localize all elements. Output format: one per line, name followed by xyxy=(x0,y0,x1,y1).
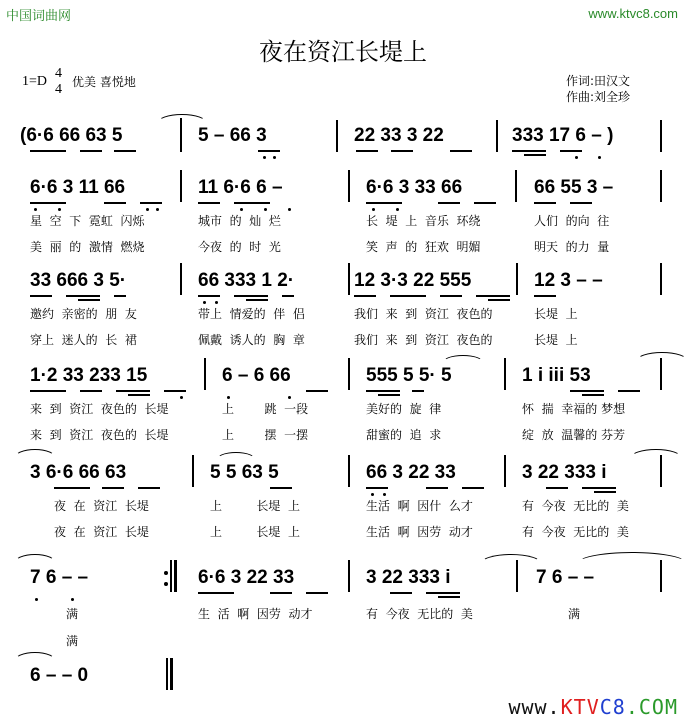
underline-beam xyxy=(366,390,400,392)
lyric-verse-2: 佩戴 诱人的 胸 章 xyxy=(198,333,305,347)
lyric-verse-1: 有 今夜 无比的 美 xyxy=(366,607,473,621)
lyricist: 作词:田汉文 xyxy=(566,74,631,88)
barline xyxy=(504,455,506,487)
underline-beam xyxy=(462,487,484,489)
underline-beam xyxy=(198,592,234,594)
repeat-dot xyxy=(164,571,168,575)
lyric-verse-1: 我们 来 到 资江 夜色的 xyxy=(354,307,493,321)
underline-beam xyxy=(438,596,460,598)
low-octave-dot xyxy=(35,598,38,601)
underline-beam xyxy=(512,150,546,152)
underline-beam xyxy=(114,150,136,152)
lyric-verse-2: 甜蜜的 追 求 xyxy=(366,428,442,442)
measure: 7 6 – – xyxy=(536,567,595,588)
tie-slur xyxy=(636,352,686,370)
underline-beam xyxy=(560,150,582,152)
underline-beam xyxy=(366,202,402,204)
low-octave-dot xyxy=(396,208,399,211)
underline-beam xyxy=(164,390,186,392)
measure: 7 6 – – xyxy=(30,567,89,588)
underline-beam xyxy=(246,299,268,301)
barline xyxy=(348,455,350,487)
underline-beam xyxy=(426,592,460,594)
underline-beam xyxy=(104,202,126,204)
barline xyxy=(348,358,350,390)
lyric-verse-2: 穿上 迷人的 长 裙 xyxy=(30,333,137,347)
barline xyxy=(504,358,506,390)
low-octave-dot xyxy=(180,396,183,399)
low-octave-dot xyxy=(575,156,578,159)
repeat-barline xyxy=(170,560,172,592)
measure: (6·6 66 63 5 xyxy=(20,125,123,146)
key-time-tempo xyxy=(22,66,136,97)
underline-beam xyxy=(258,150,280,152)
underline-beam xyxy=(30,295,52,297)
underline-beam xyxy=(534,295,556,297)
underline-beam xyxy=(234,202,270,204)
barline xyxy=(192,455,194,487)
tie-slur xyxy=(480,554,542,574)
underline-beam xyxy=(306,390,328,392)
low-octave-dot xyxy=(71,598,74,601)
underline-beam xyxy=(390,295,426,297)
lyric-verse-1: 生 活 啊 因劳 动才 xyxy=(198,607,313,621)
lyric-verse-2: 明天 的力 量 xyxy=(534,240,610,254)
lyric-verse-2: 来 到 资江 夜色的 长堤 xyxy=(30,428,169,442)
repeat-barline-thick xyxy=(174,560,177,592)
lyric-verse-1: 怀 揣 幸福的 梦想 xyxy=(522,402,626,416)
underline-beam xyxy=(438,202,460,204)
final-barline xyxy=(166,658,168,690)
logo-ktv: KTV xyxy=(560,695,600,719)
lyric-verse-2: 我们 来 到 资江 夜色的 xyxy=(354,333,493,347)
measure: 6·6 3 11 66 xyxy=(30,177,126,198)
measure: 6 – – 0 xyxy=(30,665,89,686)
measure: 12 3·3 22 555 xyxy=(354,270,472,291)
low-octave-dot xyxy=(240,208,243,211)
measure: 5 5 63 5 xyxy=(210,462,279,483)
tie-slur xyxy=(442,355,484,371)
measure: 333 17 6 – ) xyxy=(512,125,614,146)
measure: 555 5 5· 5 xyxy=(366,365,452,386)
lyric-verse-1: 满 xyxy=(568,607,581,621)
low-octave-dot xyxy=(146,208,149,211)
underline-beam xyxy=(534,202,556,204)
measure: 1 i iii 53 xyxy=(522,365,591,386)
measure: 12 3 – – xyxy=(534,270,603,291)
measure: 66 55 3 – xyxy=(534,177,614,198)
barline xyxy=(660,263,662,295)
barline xyxy=(348,560,350,592)
barline xyxy=(496,120,498,152)
underline-beam xyxy=(450,150,472,152)
barline xyxy=(660,170,662,202)
low-octave-dot xyxy=(372,208,375,211)
underline-beam xyxy=(78,299,100,301)
lyric-verse-2: 美 丽 的 激情 燃烧 xyxy=(30,240,145,254)
low-octave-dot xyxy=(227,396,230,399)
underline-beam xyxy=(66,295,100,297)
underline-beam xyxy=(270,592,292,594)
lyric-verse-2: 有 今夜 无比的 美 xyxy=(522,525,629,539)
lyric-verse-2: 上 长堤 上 xyxy=(210,525,300,539)
underline-beam xyxy=(618,390,640,392)
tie-slur xyxy=(576,552,686,576)
lyric-verse-1: 带上 情爱的 伴 侣 xyxy=(198,307,305,321)
low-octave-dot xyxy=(264,208,267,211)
tie-slur xyxy=(157,114,207,132)
underline-beam xyxy=(116,390,150,392)
underline-beam xyxy=(426,487,448,489)
underline-beam xyxy=(412,390,424,392)
lyric-verse-2: 夜 在 资江 长堤 xyxy=(54,525,149,539)
barline xyxy=(516,263,518,295)
measure: 33 666 3 5· xyxy=(30,270,127,291)
lyric-verse-1: 星 空 下 霓虹 闪烁 xyxy=(30,214,145,228)
low-octave-dot xyxy=(203,301,206,304)
underline-beam xyxy=(234,295,268,297)
lyric-verse-1: 长 堤 上 音乐 环绕 xyxy=(366,214,481,228)
measure: 6·6 3 33 66 xyxy=(366,177,463,198)
site-logo[interactable] xyxy=(508,695,678,719)
lyric-verse-2: 满 xyxy=(66,634,79,648)
lyric-verse-1: 长堤 上 xyxy=(534,307,578,321)
logo-c8: C8 xyxy=(599,695,626,719)
low-octave-dot xyxy=(383,493,386,496)
underline-beam xyxy=(198,295,220,297)
barline xyxy=(515,170,517,202)
tempo-marking: 优美 喜悦地 xyxy=(72,75,136,89)
lyric-verse-2: 上 摆 一摆 xyxy=(222,428,309,442)
underline-beam xyxy=(594,491,616,493)
underline-beam xyxy=(80,150,102,152)
underline-beam xyxy=(366,487,388,489)
barline xyxy=(660,120,662,152)
low-octave-dot xyxy=(156,208,159,211)
measure: 6 – 6 66 xyxy=(222,365,291,386)
key-signature: 1=D xyxy=(22,73,48,89)
lyric-verse-1: 邀约 亲密的 朋 友 xyxy=(30,307,137,321)
barline xyxy=(180,263,182,295)
low-octave-dot xyxy=(273,156,276,159)
underline-beam xyxy=(138,487,160,489)
lyric-verse-1: 上 长堤 上 xyxy=(210,499,300,513)
underline-beam xyxy=(30,150,66,152)
logo-com: .COM xyxy=(625,695,678,719)
underline-beam xyxy=(390,592,412,594)
underline-beam xyxy=(488,299,510,301)
measure: 22 33 3 22 xyxy=(354,125,444,146)
low-octave-dot xyxy=(288,208,291,211)
site-name: 中国词曲网 xyxy=(6,9,72,24)
tie-slur xyxy=(216,452,256,468)
lyric-verse-2: 长堤 上 xyxy=(534,333,578,347)
lyric-verse-1: 上 跳 一段 xyxy=(222,402,309,416)
low-octave-dot xyxy=(34,208,37,211)
low-octave-dot xyxy=(371,493,374,496)
logo-www: www. xyxy=(508,695,561,719)
time-signature: $\frac{4}{4}$ xyxy=(55,66,63,97)
measure: 3 6·6 66 63 xyxy=(30,462,127,483)
lyric-verse-1: 人们 的向 往 xyxy=(534,214,610,228)
measure: 66 333 1 2· xyxy=(198,270,295,291)
underline-beam xyxy=(546,487,568,489)
underline-beam xyxy=(524,154,546,156)
underline-beam xyxy=(198,202,220,204)
barline xyxy=(348,263,350,295)
low-octave-dot xyxy=(263,156,266,159)
measure: 11 6·6 6 – xyxy=(198,177,283,198)
lyric-verse-1: 来 到 资江 夜色的 长堤 xyxy=(30,402,169,416)
composer: 作曲:刘全珍 xyxy=(566,90,631,104)
underline-beam xyxy=(570,202,592,204)
low-octave-dot xyxy=(598,156,601,159)
underline-beam xyxy=(54,487,90,489)
measure: 1·2 33 233 15 xyxy=(30,365,148,386)
measure: 5 – 66 3 xyxy=(198,125,267,146)
underline-beam xyxy=(102,487,124,489)
measure: 66 3 22 33 xyxy=(366,462,456,483)
lyric-verse-1: 有 今夜 无比的 美 xyxy=(522,499,629,513)
song-title: 夜在资江长堤上 xyxy=(259,38,427,66)
low-octave-dot xyxy=(288,396,291,399)
barline xyxy=(180,170,182,202)
lyric-verse-2: 绽 放 温馨的 芬芳 xyxy=(522,428,626,442)
underline-beam xyxy=(474,202,496,204)
underline-beam xyxy=(306,592,328,594)
barline xyxy=(336,120,338,152)
underline-beam xyxy=(570,390,604,392)
barline xyxy=(348,170,350,202)
lyric-verse-2: 生活 啊 因劳 动才 xyxy=(366,525,473,539)
underline-beam xyxy=(80,390,102,392)
measure: 3 22 333 i xyxy=(522,462,607,483)
underline-beam xyxy=(354,295,376,297)
underline-beam xyxy=(30,202,66,204)
repeat-dot xyxy=(164,582,168,586)
underline-beam xyxy=(356,150,378,152)
lyric-verse-1: 城市 的 灿 烂 xyxy=(198,214,281,228)
underline-beam xyxy=(128,394,150,396)
measure: 6·6 3 22 33 xyxy=(198,567,295,588)
lyric-verse-1: 满 xyxy=(66,607,79,621)
lyric-verse-1: 美好的 旋 律 xyxy=(366,402,442,416)
underline-beam xyxy=(30,390,66,392)
barline xyxy=(204,358,206,390)
final-barline-thick xyxy=(170,658,173,690)
underline-beam xyxy=(476,295,510,297)
underline-beam xyxy=(270,487,292,489)
underline-beam xyxy=(391,150,413,152)
tie-slur xyxy=(630,449,682,467)
low-octave-dot xyxy=(58,208,61,211)
measure: 3 22 333 i xyxy=(366,567,451,588)
lyric-verse-2: 笑 声 的 狂欢 明媚 xyxy=(366,240,481,254)
lyric-verse-1: 生活 啊 因什 么才 xyxy=(366,499,473,513)
underline-beam xyxy=(440,295,462,297)
underline-beam xyxy=(378,394,400,396)
site-url[interactable]: www.ktvc8.com xyxy=(588,6,678,21)
underline-beam xyxy=(582,394,604,396)
underline-beam xyxy=(140,202,162,204)
underline-beam xyxy=(282,295,294,297)
lyric-verse-1: 夜 在 资江 长堤 xyxy=(54,499,149,513)
underline-beam xyxy=(582,487,616,489)
low-octave-dot xyxy=(215,301,218,304)
lyric-verse-2: 今夜 的 时 光 xyxy=(198,240,281,254)
underline-beam xyxy=(114,295,126,297)
